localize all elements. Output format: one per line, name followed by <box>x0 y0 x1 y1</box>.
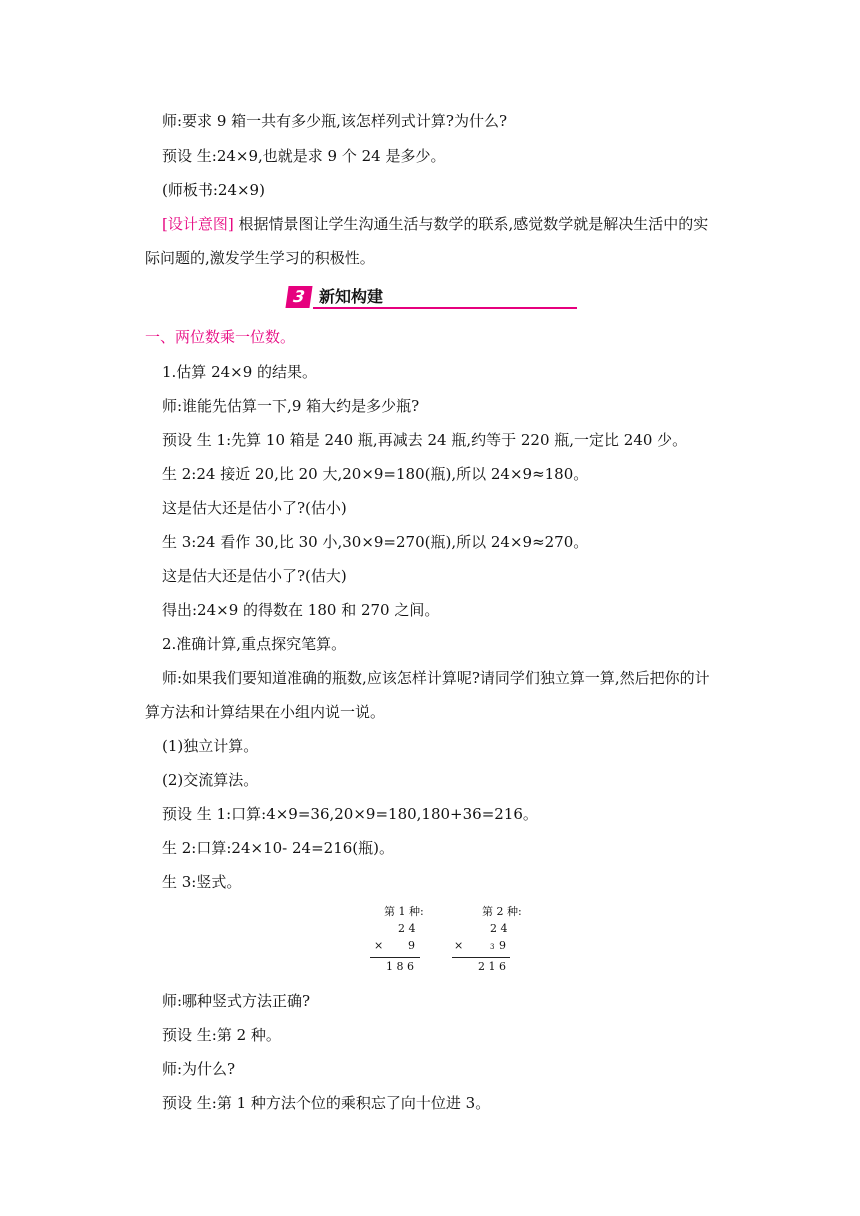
text-line: 这是估大还是估小了?(估大) <box>162 567 347 585</box>
calc-result: 1 8 6 <box>386 960 414 973</box>
section-number-badge: 3 <box>285 286 312 308</box>
text-line: (师板书:24×9) <box>162 181 265 199</box>
text-line: 师:要求 9 箱一共有多少瓶,该怎样列式计算?为什么? <box>162 112 507 130</box>
design-intent-line <box>162 214 708 234</box>
text-line: 这是估大还是估小了?(估小) <box>162 499 347 517</box>
text-line: 预设 生:第 1 种方法个位的乘积忘了向十位进 3。 <box>162 1094 491 1112</box>
text-line: 师:谁能先估算一下,9 箱大约是多少瓶? <box>162 397 420 415</box>
text-line: 1.估算 24×9 的结果。 <box>162 363 318 381</box>
calc-operator: × <box>374 939 384 952</box>
subsection-heading: 一、两位数乘一位数。 <box>145 328 296 346</box>
calc-multiplier: 9 <box>408 939 415 952</box>
calc-multiplicand: 2 4 <box>398 922 416 935</box>
section-header <box>287 285 577 309</box>
calc-underline <box>370 957 420 958</box>
text-line: 得出:24×9 的得数在 180 和 270 之间。 <box>162 601 440 619</box>
text-line: 算方法和计算结果在小组内说一说。 <box>145 703 386 721</box>
calc-underline <box>452 957 510 958</box>
text-line: 预设 生:第 2 种。 <box>162 1026 281 1044</box>
calc-label: 第 2 种: <box>482 905 522 918</box>
text-line: 预设 生:24×9,也就是求 9 个 24 是多少。 <box>162 147 446 165</box>
text-line: (2)交流算法。 <box>162 771 259 789</box>
calc-multiplicand: 2 4 <box>490 922 508 935</box>
text-line: 际问题的,激发学生学习的积极性。 <box>145 249 375 267</box>
text-line: 师:为什么? <box>162 1060 236 1078</box>
text-line: 生 2:24 接近 20,比 20 大,20×9=180(瓶),所以 24×9≈180。 <box>162 465 589 483</box>
text-line: 预设 生 1:先算 10 箱是 240 瓶,再减去 24 瓶,约等于 220 瓶,一定比 240 少。 <box>162 431 688 449</box>
text-line: 生 2:口算:24×10- 24=216(瓶)。 <box>162 839 394 857</box>
text-line: 师:如果我们要知道准确的瓶数,应该怎样计算呢?请同学们独立算一算,然后把你的计 <box>162 669 710 687</box>
calc-result: 2 1 6 <box>478 960 506 973</box>
calc-carry: 3 <box>490 943 495 951</box>
section-title: 新知构建 <box>319 287 384 306</box>
design-intent-tag: [设计意图] <box>162 215 234 233</box>
text-line: 生 3:竖式。 <box>162 873 242 891</box>
calc-label: 第 1 种: <box>384 905 424 918</box>
text-line: 预设 生 1:口算:4×9=36,20×9=180,180+36=216。 <box>162 805 538 823</box>
vertical-calc-method-1 <box>368 905 424 977</box>
text-line: (1)独立计算。 <box>162 737 259 755</box>
design-intent-text: 根据情景图让学生沟通生活与数学的联系,感觉数学就是解决生活中的实 <box>233 215 709 233</box>
text-line: 2.准确计算,重点探究笔算。 <box>162 635 347 653</box>
calc-multiplier: 9 <box>499 939 506 952</box>
text-line: 师:哪种竖式方法正确? <box>162 992 311 1010</box>
calc-operator: × <box>454 939 464 952</box>
vertical-calc-method-2 <box>450 905 522 977</box>
text-line: 生 3:24 看作 30,比 30 小,30×9=270(瓶),所以 24×9≈270。 <box>162 533 589 551</box>
section-underline <box>313 307 577 309</box>
